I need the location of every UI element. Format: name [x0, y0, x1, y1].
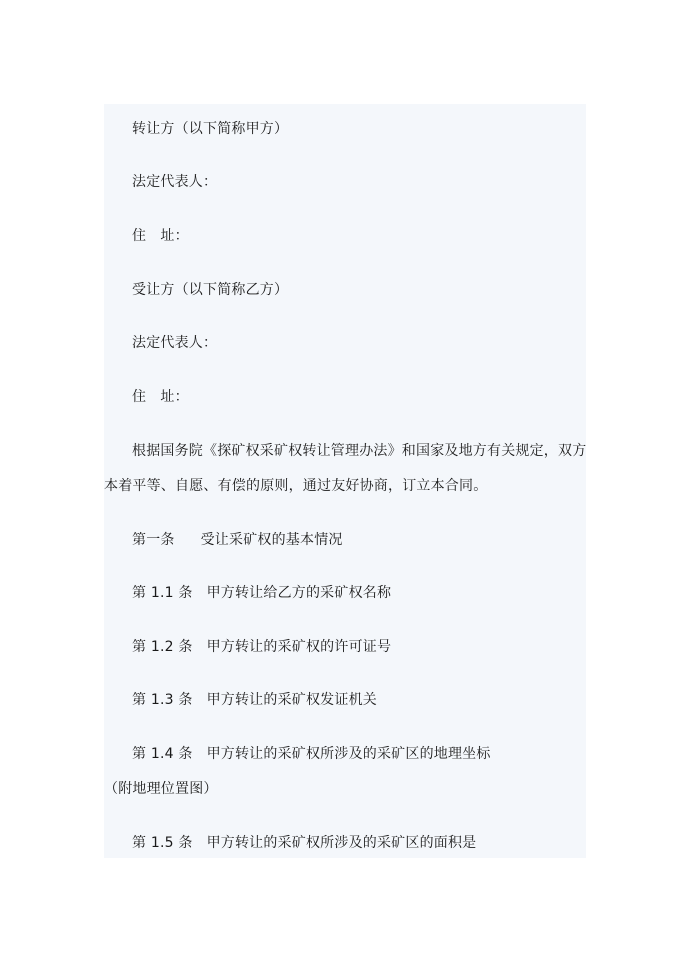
clause-text: 甲方转让的采矿权所涉及的采矿区的地理坐标 — [206, 746, 491, 762]
transferee-representative-line: 法定代表人： — [132, 335, 218, 351]
clause-number: 第 1.2 条 — [132, 639, 193, 655]
transferee-line: 受让方（以下简称乙方） — [132, 282, 289, 298]
clause-1-5 — [132, 833, 476, 853]
clause-1-3 — [132, 690, 377, 710]
clause-1-2 — [132, 637, 391, 657]
clause-text: 甲方转让的采矿权发证机关 — [206, 692, 377, 708]
clause-number: 第 1.1 条 — [132, 585, 193, 601]
clause-1-4 — [132, 744, 491, 764]
article-1-title: 受让采矿权的基本情况 — [200, 532, 343, 548]
transferee-address-line: 住 址： — [132, 389, 189, 405]
article-1-number: 第一条 — [132, 532, 175, 548]
clause-number: 第 1.3 条 — [132, 692, 193, 708]
clause-1-1 — [132, 583, 391, 603]
preamble-line-2: 本着平等、自愿、有偿的原则，通过友好协商，订立本合同。 — [104, 478, 488, 494]
clause-number: 第 1.5 条 — [132, 835, 193, 851]
transferor-address-line: 住 址： — [132, 228, 189, 244]
clause-1-4-continuation: （附地理位置图） — [104, 781, 218, 797]
transferor-representative-line: 法定代表人： — [132, 174, 218, 190]
clause-text: 甲方转让给乙方的采矿权名称 — [206, 585, 392, 601]
clause-number: 第 1.4 条 — [132, 746, 193, 762]
clause-text: 甲方转让的采矿权的许可证号 — [206, 639, 392, 655]
clause-text: 甲方转让的采矿权所涉及的采矿区的面积是 — [206, 835, 477, 851]
article-1-heading — [132, 530, 343, 550]
transferor-line: 转让方（以下简称甲方） — [132, 121, 289, 137]
preamble-line-1: 根据国务院《探矿权采矿权转让管理办法》和国家及地方有关规定，双方 — [132, 443, 587, 459]
